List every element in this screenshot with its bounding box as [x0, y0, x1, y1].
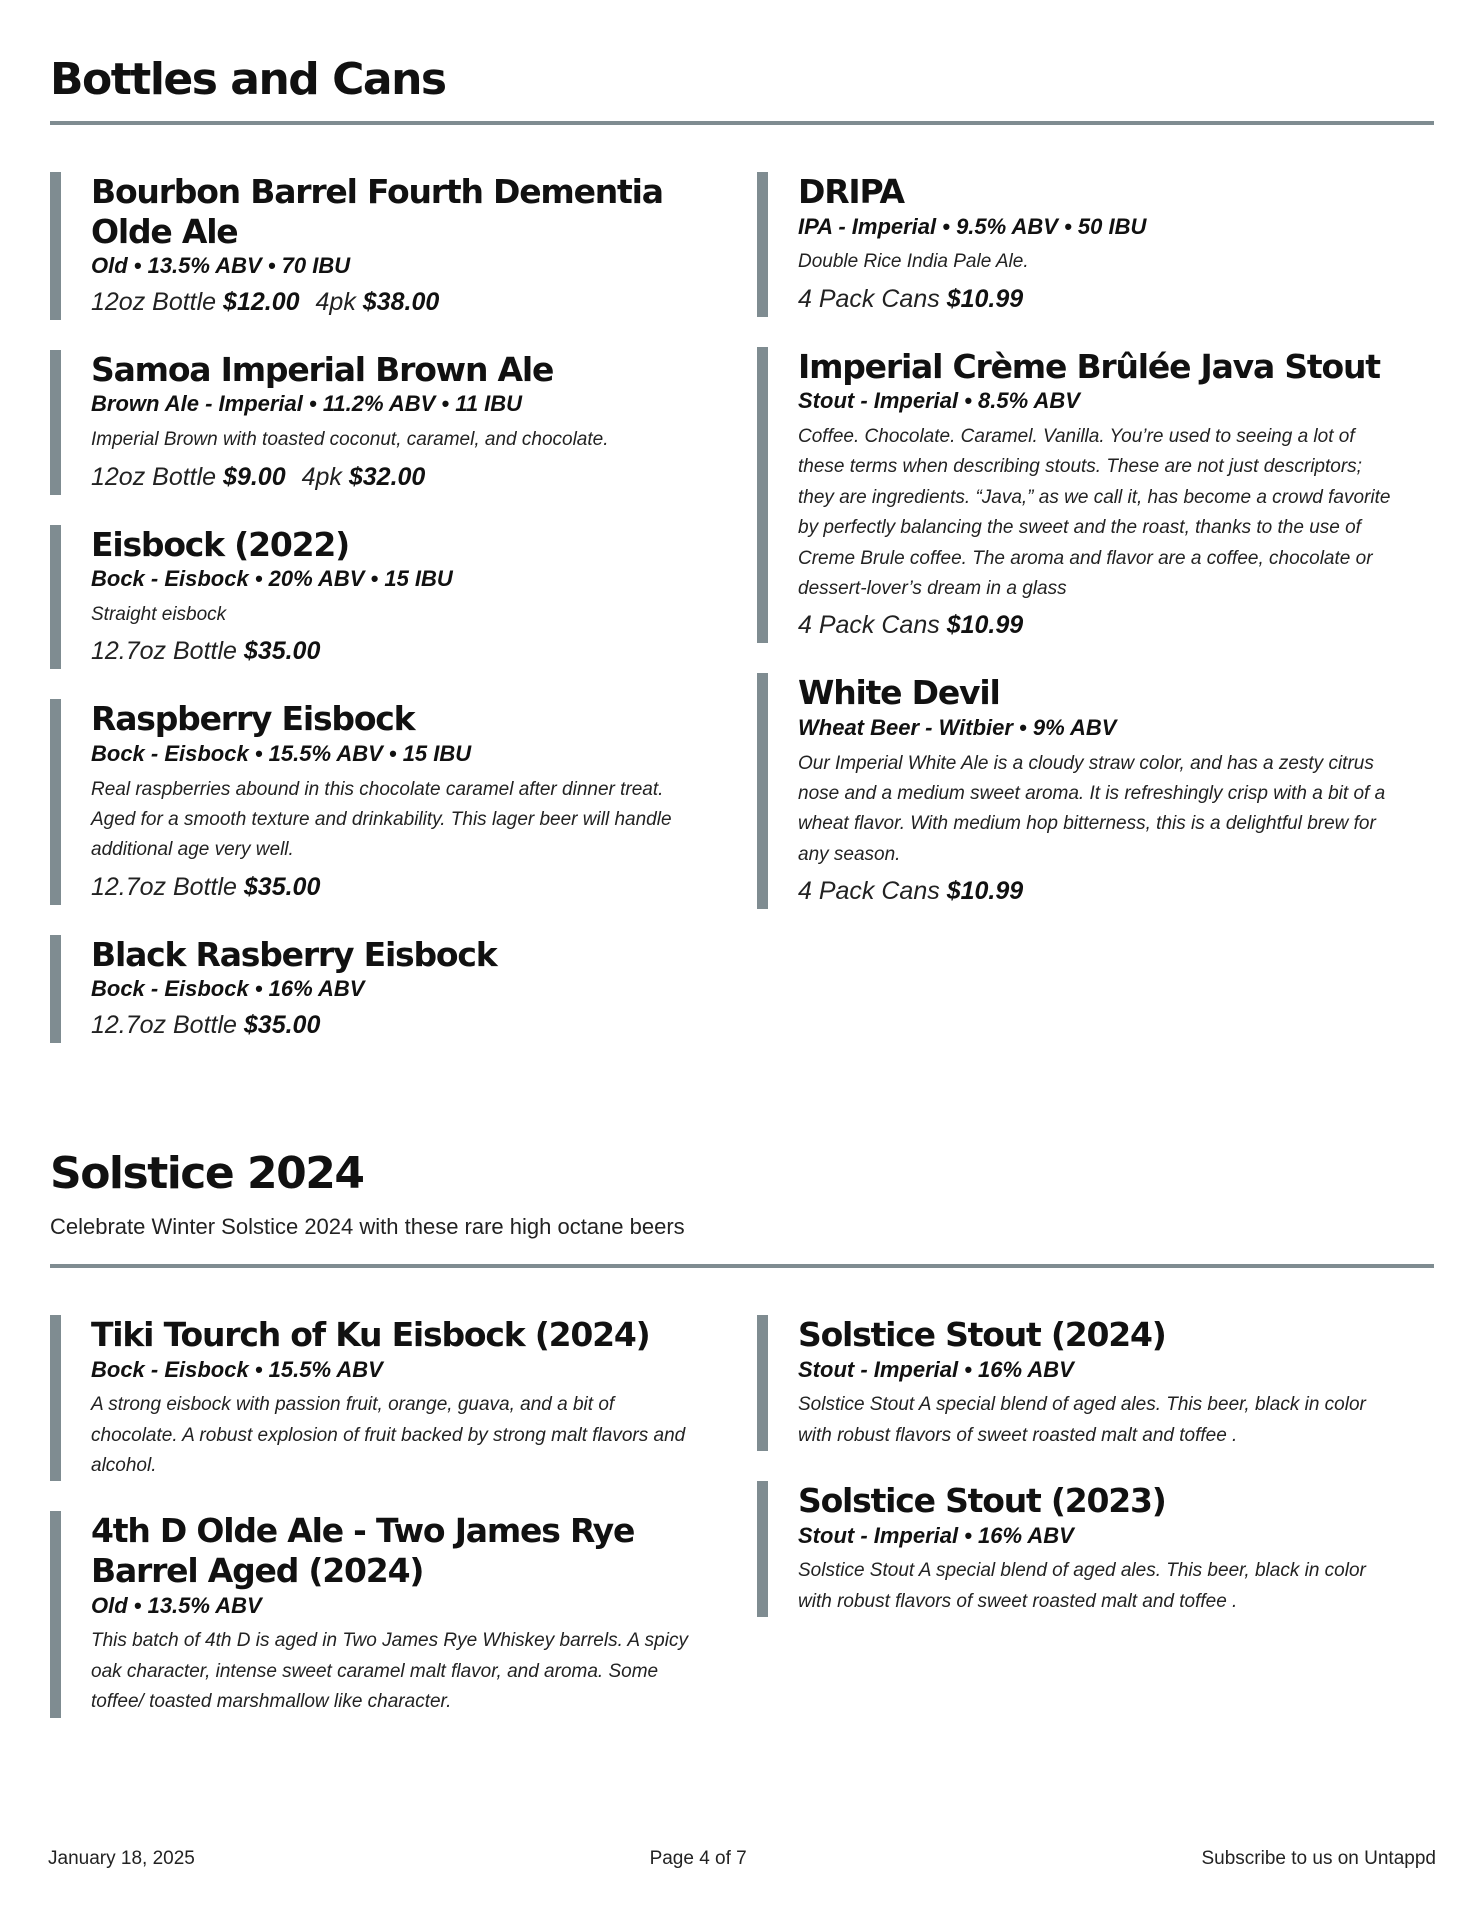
beer-name: White Devil: [798, 673, 1000, 713]
bottles-left-column: [50, 172, 690, 1073]
price-label: 12oz Bottle: [91, 462, 217, 491]
beer-prices: [91, 870, 690, 905]
beer-description: Solstice Stout A special blend of aged ales. This beer, black in color with robust flavors of sweet roasted malt and toffee .: [798, 1394, 1366, 1446]
beer-name: DRIPA: [798, 172, 904, 211]
beer-name: Raspberry Eisbock: [91, 699, 415, 739]
bottles-section-title: Bottles and Cans: [50, 54, 446, 105]
bottles-section-header: [50, 56, 1434, 104]
beer-item: [50, 172, 690, 320]
solstice-left-column: [50, 1315, 690, 1748]
beer-style-abv: Bock - Eisbock • 20% ABV • 15 IBU: [91, 566, 453, 592]
beer-style-abv: Stout - Imperial • 8.5% ABV: [798, 388, 1080, 414]
beer-item: [757, 1315, 1397, 1451]
beer-style-abv: Bock - Eisbock • 16% ABV: [91, 976, 365, 1002]
beer-description: Double Rice India Pale Ale.: [798, 251, 1029, 273]
beer-name: Bourbon Barrel Fourth Dementia Olde Ale: [91, 172, 663, 251]
price-amount: $10.99: [946, 284, 1024, 313]
beer-style-abv: Bock - Eisbock • 15.5% ABV: [91, 1356, 383, 1382]
beer-description: Real raspberries abound in this chocolate caramel after dinner treat. Aged for a smooth texture and drinkability. This lager beer will handle additional age very well.: [91, 778, 672, 861]
price-option: [798, 877, 1023, 905]
price-amount: $9.00: [223, 462, 286, 491]
price-option: [302, 463, 426, 491]
price-label: 12oz Bottle: [91, 287, 217, 316]
beer-name: Solstice Stout (2023): [798, 1481, 1166, 1521]
beer-item: [757, 673, 1397, 909]
solstice-section-title: Solstice 2024: [50, 1148, 364, 1199]
price-amount: $10.99: [946, 611, 1024, 640]
price-amount: $32.00: [348, 462, 426, 491]
price-option: [91, 288, 300, 316]
price-amount: $38.00: [362, 287, 440, 316]
beer-description: A strong eisbock with passion fruit, orange, guava, and a bit of chocolate. A robust explosion of fruit backed by strong malt flavors and alcohol.: [91, 1394, 686, 1477]
beer-item: [50, 1511, 690, 1717]
price-option: [798, 285, 1023, 313]
footer-subscribe-link[interactable]: Subscribe to us on Untappd: [1201, 1848, 1436, 1869]
beer-prices: [91, 460, 690, 495]
beer-name: Tiki Tourch of Ku Eisbock (2024): [91, 1315, 650, 1354]
beer-name: Black Rasberry Eisbock: [91, 934, 497, 974]
beer-style-abv: Bock - Eisbock • 15.5% ABV • 15 IBU: [91, 740, 472, 766]
beer-description: Straight eisbock: [91, 603, 227, 625]
solstice-section-subtitle: Celebrate Winter Solstice 2024 with these rare high octane beers: [50, 1214, 685, 1240]
beer-style-abv: Wheat Beer - Witbier • 9% ABV: [798, 714, 1117, 740]
price-option: [91, 1011, 320, 1039]
page-footer: [48, 1848, 1436, 1870]
beer-item: [757, 172, 1397, 317]
solstice-right-column: [757, 1315, 1397, 1647]
beer-prices: [91, 285, 690, 320]
beer-item: [50, 525, 690, 670]
beer-prices: [798, 608, 1397, 643]
price-label: 12.7oz Bottle: [91, 637, 237, 666]
price-amount: $35.00: [243, 872, 321, 901]
price-label: 4 Pack Cans: [798, 877, 940, 906]
price-option: [91, 637, 320, 665]
beer-name: Eisbock (2022): [91, 524, 349, 564]
price-option: [798, 611, 1023, 639]
beer-description: Coffee. Chocolate. Caramel. Vanilla. You’re used to seeing a lot of these terms when describing stouts. These are not just descriptors; they are ingredients. “Java,” as we call it, has become a crowd favorite by perfectly balancing the sweet and the roast, thanks to the use of Creme Brule coffee. The aroma and flavor are a coffee, chocolate or dessert-lover’s dream in a glass: [798, 425, 1391, 599]
price-label: 4pk: [315, 287, 356, 316]
beer-style-abv: IPA - Imperial • 9.5% ABV • 50 IBU: [798, 213, 1147, 239]
beer-description: Our Imperial White Ale is a cloudy straw color, and has a zesty citrus nose and a medium sweet aroma. It is refreshingly crisp with a bit of a wheat flavor. With medium hop bitterness, this is a delightful brew for any season.: [798, 752, 1386, 865]
bottles-section-divider: [50, 121, 1434, 125]
beer-name: Samoa Imperial Brown Ale: [91, 349, 554, 389]
beer-style-abv: Old • 13.5% ABV: [91, 1592, 262, 1618]
price-amount: $35.00: [243, 1010, 321, 1039]
beer-item: [757, 347, 1397, 644]
beer-style-abv: Stout - Imperial • 16% ABV: [798, 1356, 1074, 1382]
price-option: [91, 463, 286, 491]
beer-item: [50, 699, 690, 904]
beer-prices: [798, 874, 1397, 909]
beer-name: Imperial Crème Brûlée Java Stout: [798, 346, 1380, 386]
beer-description: This batch of 4th D is aged in Two James Rye Whiskey barrels. A spicy oak character, intense sweet caramel malt flavor, and aroma. Some toffee/ toasted marshmallow like character.: [91, 1630, 688, 1713]
solstice-section-divider: [50, 1264, 1434, 1268]
price-label: 4 Pack Cans: [798, 284, 940, 313]
beer-item: [50, 1315, 690, 1481]
price-option: [316, 288, 440, 316]
beer-item: [50, 350, 690, 495]
price-amount: $35.00: [243, 637, 321, 666]
beer-description: Solstice Stout A special blend of aged ales. This beer, black in color with robust flavors of sweet roasted malt and toffee .: [798, 1560, 1366, 1612]
price-amount: $12.00: [223, 287, 300, 316]
beer-style-abv: Brown Ale - Imperial • 11.2% ABV • 11 IBU: [91, 391, 523, 417]
beer-prices: [91, 1008, 690, 1043]
beer-item: [50, 935, 690, 1043]
price-option: [91, 873, 320, 901]
footer-date: January 18, 2025: [48, 1848, 195, 1869]
price-label: 12.7oz Bottle: [91, 872, 237, 901]
bottles-right-column: [757, 172, 1397, 939]
beer-prices: [91, 634, 690, 669]
price-label: 4pk: [301, 462, 342, 491]
footer-page-number: Page 4 of 7: [649, 1848, 747, 1869]
beer-item: [757, 1481, 1397, 1617]
beer-prices: [798, 282, 1397, 317]
beer-name: 4th D Olde Ale - Two James Rye Barrel Aged (2024): [91, 1511, 635, 1591]
beer-style-abv: Stout - Imperial • 16% ABV: [798, 1522, 1074, 1548]
price-label: 12.7oz Bottle: [91, 1010, 237, 1039]
beer-name: Solstice Stout (2024): [798, 1315, 1166, 1354]
beer-style-abv: Old • 13.5% ABV • 70 IBU: [91, 253, 351, 279]
price-label: 4 Pack Cans: [798, 611, 940, 640]
solstice-section-header: [50, 1150, 1434, 1240]
price-amount: $10.99: [946, 877, 1024, 906]
beer-description: Imperial Brown with toasted coconut, caramel, and chocolate.: [91, 429, 609, 451]
